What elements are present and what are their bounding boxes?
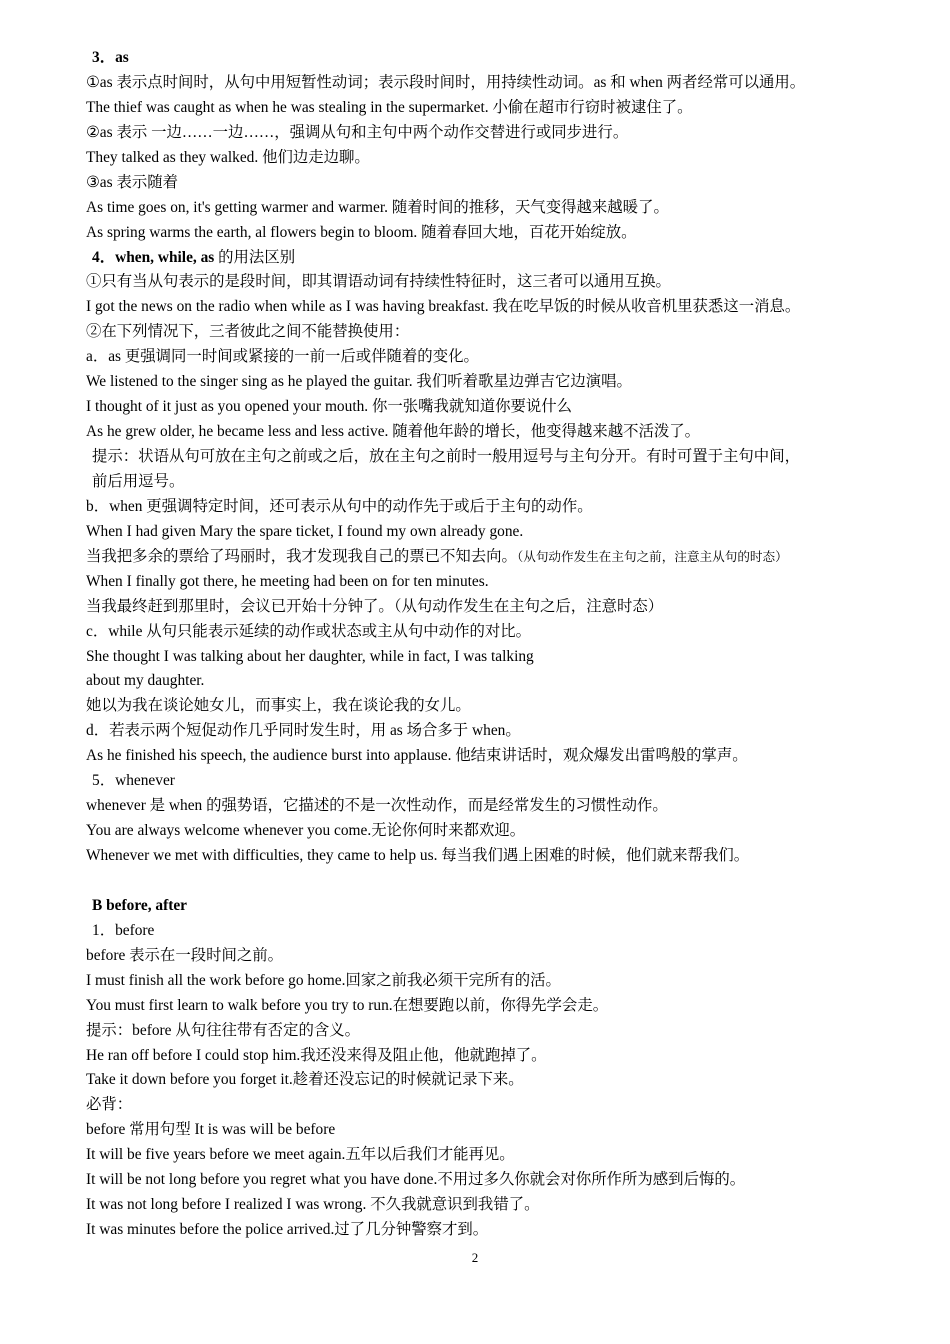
line-text: Whenever we met with difficulties, they came to help us. 每当我们遇上困难的时候，他们就来帮我们。: [86, 847, 750, 864]
line-text: It will be five years before we meet again.五年以后我们才能再见。: [86, 1146, 515, 1164]
text-line: [86, 545, 876, 570]
text-line: [86, 645, 876, 670]
text-line: [86, 1068, 876, 1093]
line-text: 提示：状语从句可放在主句之前或之后，放在主句之前时一般用逗号与主句分开。有时可置于主句中间，: [92, 448, 800, 465]
line-text: They talked as they walked. 他们边走边聊。: [86, 148, 370, 166]
text-line: [86, 719, 876, 744]
text-line: [86, 620, 876, 645]
text-line: [86, 1193, 876, 1218]
text-line: [86, 1093, 876, 1118]
text-line: [86, 495, 876, 520]
text-line: [86, 769, 876, 794]
text-line: [86, 994, 876, 1019]
line-text: d．若表示两个短促动作几乎同时发生时，用 as 场合多于 when。: [86, 722, 521, 740]
line-text: I must finish all the work before go home.回家之前我必须干完所有的活。: [86, 971, 561, 989]
line-text: ②as 表示 一边……一边……，强调从句和主句中两个动作交替进行或同步进行。: [86, 123, 629, 141]
text-line: [86, 844, 876, 869]
text-line: [86, 919, 876, 944]
text-line: [86, 1143, 876, 1168]
line-text: As time goes on, it's getting warmer and warmer. 随着时间的推移，天气变得越来越暖了。: [86, 198, 669, 216]
text-line: [86, 345, 876, 370]
text-line: [86, 196, 876, 221]
line-text: We listened to the singer sing as he played the guitar. 我们听着歌星边弹吉它边演唱。: [86, 373, 632, 391]
text-line: [86, 1218, 876, 1243]
text-line: [86, 420, 876, 445]
line-text: b．when 更强调特定时间，还可表示从句中的动作先于或后于主句的动作。: [86, 497, 593, 515]
text-line: [86, 570, 876, 595]
line-text: before 常用句型 It is was will be before: [86, 1121, 336, 1139]
line-text: a．as 更强调同一时间或紧接的一前一后或伴随着的变化。: [86, 348, 479, 366]
text-line: [86, 1168, 876, 1193]
text-line: [86, 71, 876, 96]
document-body: [86, 46, 876, 1243]
line-text: Take it down before you forget it.趁着还没忘记的时候就记录下来。: [86, 1071, 524, 1089]
note-text: （从句动作发生在主句之前，注意主从句的时态）: [516, 549, 788, 564]
line-text: before 表示在一段时间之前。: [86, 946, 284, 964]
line-text: ②在下列情况下，三者彼此之间不能替换使用：: [86, 323, 410, 341]
text-line: [86, 595, 876, 620]
text-line: [86, 270, 876, 295]
heading-text: 4．when, while, as: [92, 248, 215, 266]
text-line: [86, 295, 876, 320]
line-text: When I finally got there, he meeting had been on for ten minutes.: [86, 572, 489, 590]
line-text: As he grew older, he became less and less active. 随着他年龄的增长，他变得越来越不活泼了。: [86, 423, 701, 441]
line-text: He ran off before I could stop him.我还没来得及阻止他，他就跑掉了。: [86, 1046, 547, 1064]
text-line: [86, 146, 876, 171]
text-line: [86, 1044, 876, 1069]
text-line: [86, 520, 876, 545]
text-line: [86, 171, 876, 196]
line-text: The thief was caught as when he was stealing in the supermarket. 小偷在超市行窃时被逮住了。: [86, 98, 693, 116]
text-line: [86, 744, 876, 769]
heading-text: 3．as: [92, 49, 129, 66]
line-text: I got the news on the radio when while as I was having breakfast. 我在吃早饭的时候从收音机里获悉这一消息。: [86, 298, 801, 316]
text-line: [86, 395, 876, 420]
line-text: 1．before: [92, 921, 155, 939]
heading-suffix: 的用法区别: [214, 248, 296, 266]
text-line: [86, 819, 876, 844]
text-line: [86, 121, 876, 146]
line-text: whenever 是 when 的强势语，它描述的不是一次性动作，而是经常发生的习惯性动作。: [86, 797, 668, 815]
line-text: about my daughter.: [86, 672, 205, 690]
text-line: [86, 96, 876, 121]
text-line: [86, 470, 876, 495]
text-line: [86, 445, 876, 470]
line-text: ①只有当从句表示的是段时间，即其谓语动词有持续性特征时，这三者可以通用互换。: [86, 273, 671, 291]
section-heading: [86, 46, 876, 71]
line-text: As spring warms the earth, al flowers begin to bloom. 随着春回大地，百花开始绽放。: [86, 223, 637, 241]
line-text: It was not long before I realized I was wrong. 不久我就意识到我错了。: [86, 1196, 540, 1214]
text-line: [86, 794, 876, 819]
page-number: 2: [471, 1250, 479, 1265]
line-text: c．while 从句只能表示延续的动作或状态或主从句中动作的对比。: [86, 622, 532, 640]
text-line: [86, 969, 876, 994]
text-line: [86, 944, 876, 969]
line-text: You are always welcome whenever you come.无论你何时来都欢迎。: [86, 822, 526, 840]
line-text: I thought of it just as you opened your mouth. 你一张嘴我就知道你要说什么: [86, 398, 573, 416]
line-text: It was minutes before the police arrived.过了几分钟警察才到。: [86, 1221, 489, 1239]
line-text: As he finished his speech, the audience burst into applause. 他结束讲话时，观众爆发出雷鸣般的掌声。: [86, 747, 748, 765]
section-heading: [86, 246, 876, 271]
heading-text: B before, after: [92, 896, 188, 914]
line-text: 5．whenever: [92, 772, 175, 790]
text-line: [86, 694, 876, 719]
text-line: [86, 669, 876, 694]
text-line: [86, 370, 876, 395]
section-heading: [86, 894, 876, 919]
line-text: ①as 表示点时间时，从句中用短暂性动词；表示段时间时，用持续性动词。as 和 when 两者经常可以通用。: [86, 73, 806, 91]
line-text: When I had given Mary the spare ticket, I found my own already gone.: [86, 522, 524, 540]
text-line: [86, 1118, 876, 1143]
line-text: 前后用逗号。: [92, 472, 185, 490]
line-text: 她以为我在谈论她女儿，而事实上，我在谈论我的女儿。: [86, 697, 471, 715]
text-line: [86, 320, 876, 345]
line-text: ③as 表示随着: [86, 173, 179, 191]
line-text: She thought I was talking about her daughter, while in fact, I was talking: [86, 647, 534, 665]
line-text: 当我把多余的票给了玛丽时，我才发现我自己的票已不知去向。: [86, 547, 517, 565]
text-line: [86, 221, 876, 246]
text-line: [86, 1019, 876, 1044]
line-text: 提示：before 从句往往带有否定的含义。: [86, 1021, 361, 1039]
line-text: 当我最终赶到那里时，会议已开始十分钟了。（从句动作发生在主句之后，注意时态）: [86, 597, 664, 615]
line-text: You must first learn to walk before you try to run.在想要跑以前，你得先学会走。: [86, 996, 609, 1014]
line-text: It will be not long before you regret what you have done.不用过多久你就会对你所作所为感到后悔的。: [86, 1171, 746, 1189]
blank-line: [86, 869, 876, 894]
line-text: 必背：: [86, 1096, 133, 1114]
